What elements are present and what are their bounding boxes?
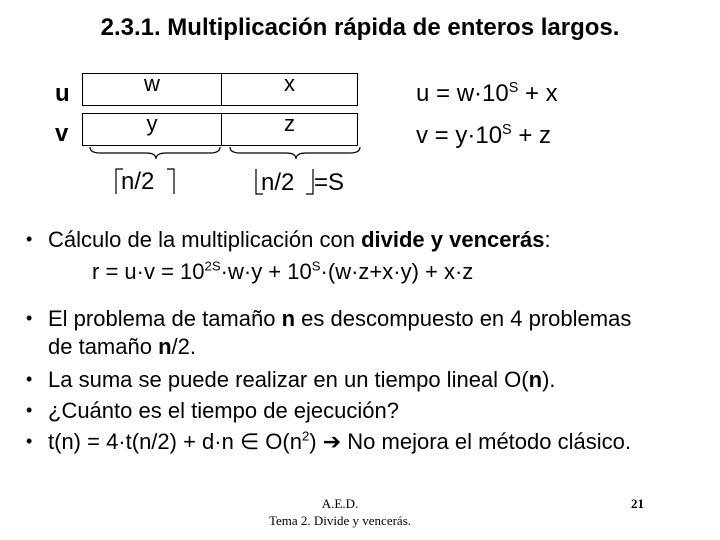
arrow-right-icon: ➔	[322, 429, 342, 454]
bullet-3-n: n	[528, 367, 543, 392]
eq-v-lhs: v = y·10	[416, 122, 503, 149]
bullet-1-glyph: •	[26, 229, 33, 249]
bullet-5-text-b: O(n	[259, 429, 302, 454]
bullet-2-text-e: /2.	[171, 334, 196, 359]
slide-title: 2.3.1. Multiplicación rápida de enteros largos.	[100, 14, 620, 41]
formula-p1: r = u·v = 10	[92, 259, 205, 284]
bullet-2-text-b: es descompuesto en 4 problemas	[295, 306, 632, 331]
formula-p3: ·(w·z+x·y) + x·z	[320, 259, 474, 284]
braces	[80, 145, 370, 165]
bullet-2-n: n	[281, 306, 296, 331]
bullet-5-text-a: t(n) = 4·t(n/2) + d·n	[48, 429, 240, 454]
s-definition: =S	[314, 169, 345, 196]
eq-u-rhs: + x	[518, 80, 558, 107]
element-of-symbol: ∈	[239, 429, 260, 454]
ceil-label: n/2	[121, 168, 155, 195]
bullet-5-text-c: )	[309, 429, 323, 454]
eq-v-rhs: + z	[511, 122, 552, 149]
bullet-1-bold: divide y vencerás	[361, 227, 545, 252]
right-brace	[230, 147, 360, 159]
cell-x-label: x	[284, 71, 295, 96]
left-brace	[90, 147, 220, 159]
bullet-5-text-d: No mejora el método clásico.	[341, 429, 631, 454]
eq-u-lhs: u = w·10	[416, 80, 509, 107]
cell-w	[82, 73, 222, 106]
footer-line-2: Tema 2. Divide y vencerás.	[268, 513, 412, 528]
formula-e1: 2S	[204, 258, 221, 274]
bullet-2-cont	[48, 334, 196, 360]
row-label-u: u	[55, 80, 70, 107]
bullet-5	[48, 429, 631, 455]
bullet-3	[48, 367, 556, 393]
cell-x	[221, 73, 358, 106]
eq-v-exp: S	[502, 122, 512, 138]
bullet-5-exp: 2	[301, 428, 310, 444]
row-label-v: v	[55, 120, 69, 147]
bullet-2-n2: n	[158, 334, 172, 359]
eq-u-exp: S	[508, 80, 519, 96]
bullet-2-text-c: de tamaño	[48, 334, 159, 359]
equation-u	[416, 80, 558, 108]
page-number: 21	[631, 496, 644, 511]
bullet-2	[48, 306, 631, 332]
bullet-2-glyph: •	[26, 308, 33, 328]
floor-label: n/2	[261, 169, 295, 196]
bullet-1	[48, 227, 551, 253]
bullet-3-text-a: La suma se puede realizar en un tiempo lineal O(	[48, 367, 529, 392]
cell-y	[82, 113, 222, 146]
bullet-5-glyph: •	[26, 431, 33, 451]
cell-z-label: z	[284, 111, 295, 136]
bullet-1-text: Cálculo de la multiplicación con	[48, 227, 362, 252]
cell-w-label: w	[144, 71, 160, 96]
cell-z	[221, 113, 358, 146]
bullet-4-glyph: •	[26, 400, 33, 420]
cell-y-label: y	[146, 111, 158, 136]
bullet-2-text-a: El problema de tamaño	[48, 306, 282, 331]
bullet-1-suffix: :	[544, 227, 551, 252]
equation-v	[416, 122, 551, 150]
formula-e2: S	[311, 258, 321, 274]
formula-r	[92, 259, 473, 285]
bullet-3-text-b: ).	[542, 367, 556, 392]
formula-p2: ·w·y + 10	[220, 259, 312, 284]
footer-line-1: A.E.D.	[321, 496, 359, 511]
bullet-4: ¿Cuánto es el tiempo de ejecución?	[48, 398, 399, 423]
bullet-3-glyph: •	[26, 369, 33, 389]
